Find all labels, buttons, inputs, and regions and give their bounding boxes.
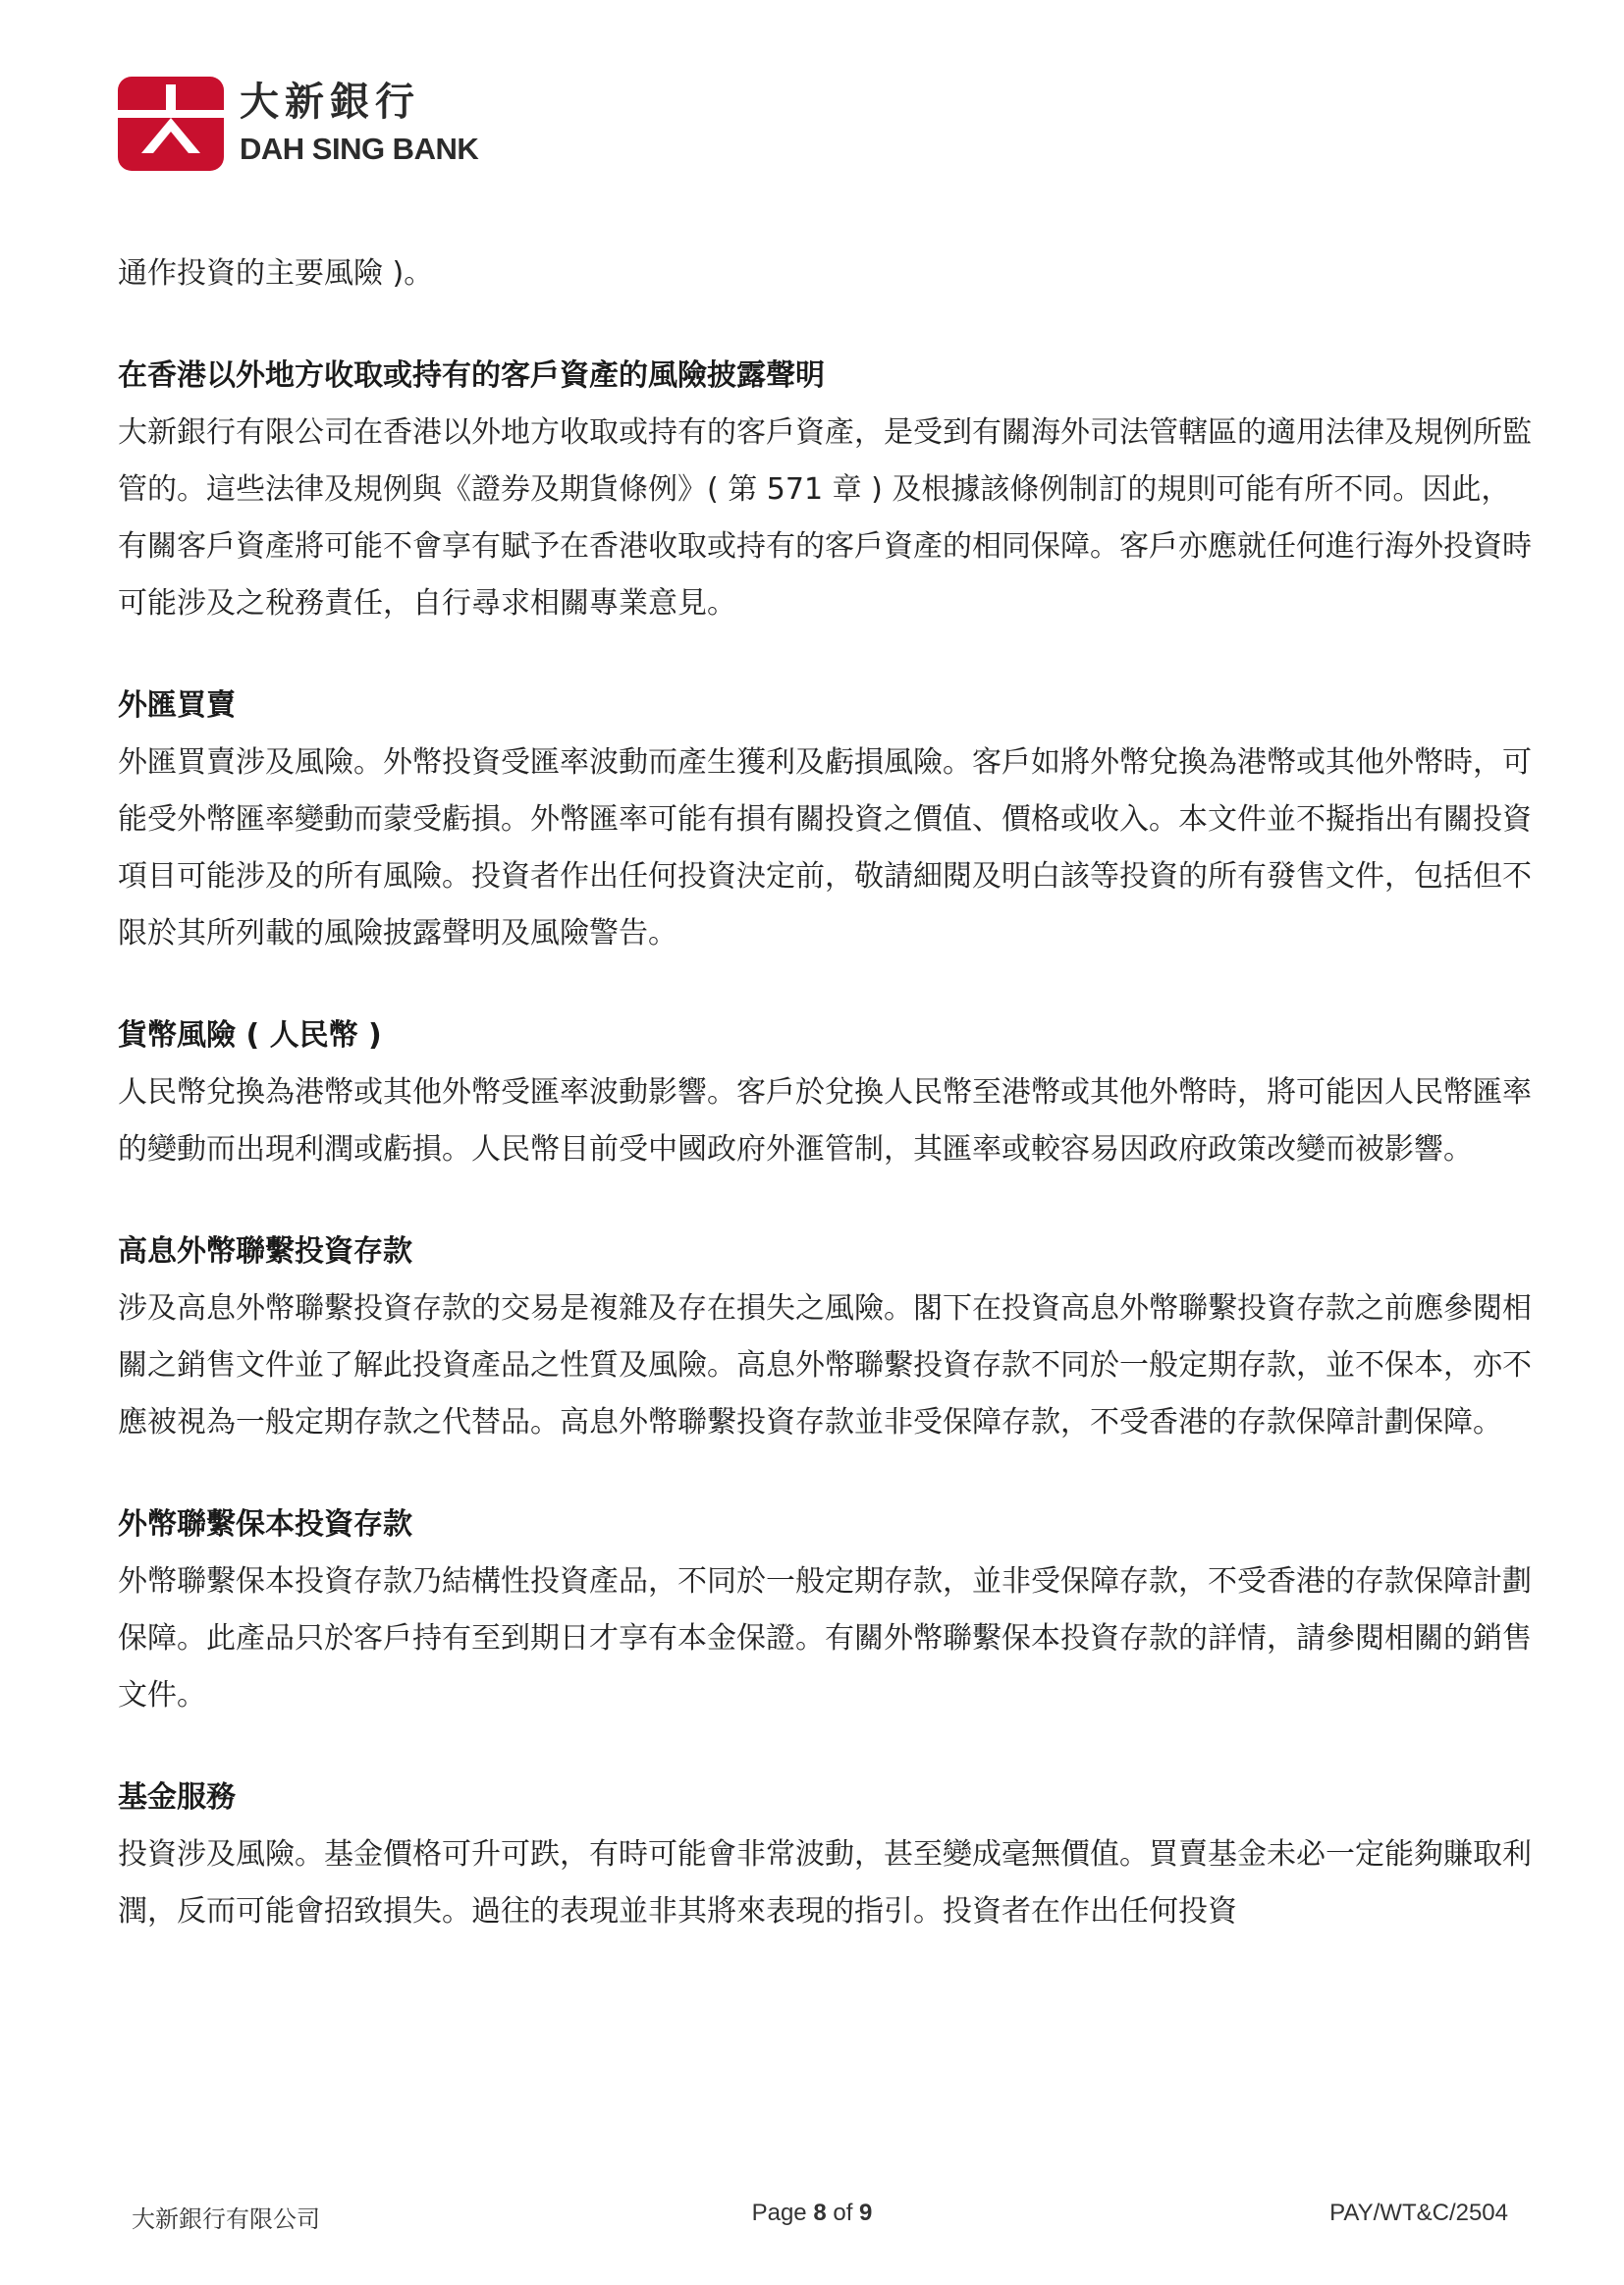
page-footer [0,2200,1624,2239]
section-heading: 外幣聯繫保本投資存款 [118,1507,412,1542]
page-current: 8 [813,2200,827,2226]
footer-document-code: PAY/WT&C/2504 [1329,2200,1508,2226]
section-fund-services [118,1769,1532,1940]
section-body: 涉及高息外幣聯繫投資存款的交易是複雜及存在損失之風險。閣下在投資高息外幣聯繫投資存款之前應參閱相關之銷售文件並了解此投資產品之性質及風險。高息外幣聯繫投資存款不同於一般定期存款，並不保本，亦不應被視為一般定期存款之代替品。高息外幣聯繫投資存款並非受保障存款，不受香港的存款保障計劃保障。 [118,1291,1532,1440]
logo-chinese-name: 大新銀行 [240,80,420,125]
section-body: 外匯買賣涉及風險。外幣投資受匯率波動而產生獲利及虧損風險。客戶如將外幣兌換為港幣或其他外幣時，可能受外幣匯率變動而蒙受虧損。外幣匯率可能有損有關投資之價值、價格或收入。本文件並不擬指出有關投資項目可能涉及的所有風險。投資者作出任何投資決定前，敬請細閱及明白該等投資的所有發售文件，包括但不限於其所列載的風險披露聲明及風險警告。 [118,745,1532,951]
page-total: 9 [859,2200,873,2226]
page-of: of [826,2200,860,2226]
section-high-yield-linked-deposit [118,1224,1532,1451]
logo-english-name: DAH SING BANK [240,132,479,166]
bank-logo [118,77,530,171]
section-heading: 基金服務 [118,1780,236,1815]
section-principal-protected-deposit [118,1496,1532,1724]
document-body [118,245,1532,1940]
footer-company-name: 大新銀行有限公司 [132,2206,320,2233]
section-body: 大新銀行有限公司在香港以外地方收取或持有的客戶資產，是受到有關海外司法管轄區的適用法律及規例所監管的。這些法律及規例與《證券及期貨條例》( 第 571 章 ) 及根據該條例制訂的規則可能有所不同。因此，有關客戶資產將可能不會享有賦予在香港收取或持有的客戶資產的相同保障。客戶亦應就任何進行海外投資時可能涉及之稅務責任，自行尋求相關專業意見。 [118,415,1532,621]
intro-paragraph: 通作投資的主要風險 )。 [118,256,434,291]
section-currency-risk-rmb [118,1007,1532,1178]
section-body: 人民幣兌換為港幣或其他外幣受匯率波動影響。客戶於兌換人民幣至港幣或其他外幣時，將可能因人民幣匯率的變動而出現利潤或虧損。人民幣目前受中國政府外滙管制，其匯率或較容易因政府政策改變而被影響。 [118,1075,1532,1167]
section-heading: 在香港以外地方收取或持有的客戶資產的風險披露聲明 [118,358,825,393]
section-forex [118,678,1532,962]
section-offshore-assets [118,348,1532,632]
section-heading: 高息外幣聯繫投資存款 [118,1234,412,1269]
section-body: 投資涉及風險。基金價格可升可跌，有時可能會非常波動，甚至變成毫無價值。買賣基金未必一定能夠賺取利潤，反而可能會招致損失。過往的表現並非其將來表現的指引。投資者在作出任何投資 [118,1837,1532,1929]
section-heading: 外匯買賣 [118,688,236,723]
page-prefix: Page [751,2200,814,2226]
dah-sing-logo-icon [118,77,224,171]
section-body: 外幣聯繫保本投資存款乃結構性投資產品，不同於一般定期存款，並非受保障存款，不受香港的存款保障計劃保障。此產品只於客戶持有至到期日才享有本金保證。有關外幣聯繫保本投資存款的詳情，請參閱相關的銷售文件。 [118,1564,1532,1713]
section-heading: 貨幣風險 ( 人民幣 ) [118,1018,382,1053]
